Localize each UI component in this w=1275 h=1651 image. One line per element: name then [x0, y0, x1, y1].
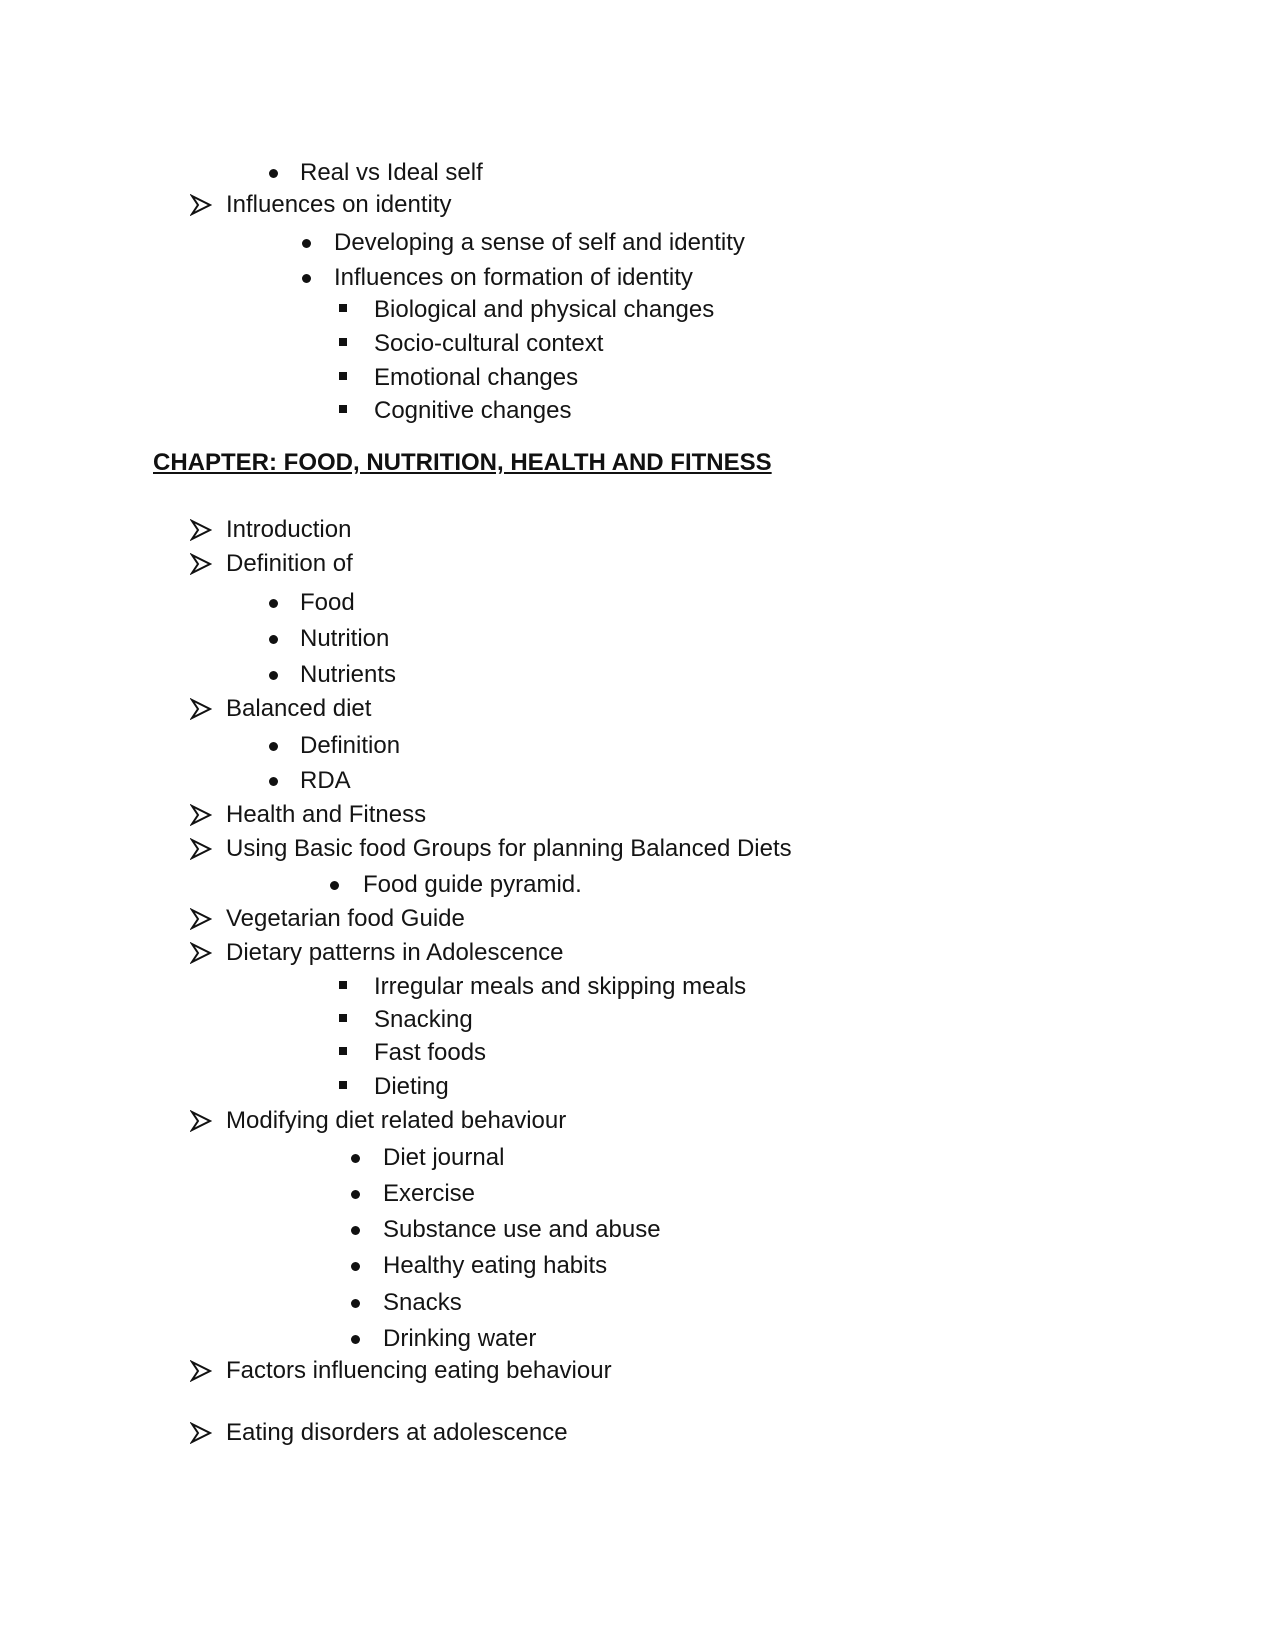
list-item: Factors influencing eating behaviour	[226, 1356, 612, 1386]
bullet-icon	[269, 777, 278, 786]
bullet-icon	[269, 671, 278, 680]
square-bullet-icon	[339, 405, 347, 413]
list-item: Nutrients	[300, 660, 396, 690]
chapter-heading: CHAPTER: FOOD, NUTRITION, HEALTH AND FITNESS	[153, 449, 772, 476]
list-item: Healthy eating habits	[383, 1251, 607, 1281]
list-item: Vegetarian food Guide	[226, 904, 465, 934]
bullet-icon	[269, 635, 278, 644]
bullet-icon	[269, 742, 278, 751]
list-item: Exercise	[383, 1179, 475, 1209]
square-bullet-icon	[339, 372, 347, 380]
list-item: Health and Fitness	[226, 800, 426, 830]
list-item: Influences on formation of identity	[334, 263, 693, 293]
arrow-bullet-icon	[190, 1110, 212, 1132]
square-bullet-icon	[339, 338, 347, 346]
arrow-bullet-icon	[190, 804, 212, 826]
list-item: Food guide pyramid.	[363, 870, 582, 900]
bullet-icon	[351, 1154, 360, 1163]
square-bullet-icon	[339, 1081, 347, 1089]
square-bullet-icon	[339, 1047, 347, 1055]
list-item: Nutrition	[300, 624, 389, 654]
list-item: Snacks	[383, 1288, 462, 1318]
list-item: Real vs Ideal self	[300, 158, 483, 188]
bullet-icon	[351, 1335, 360, 1344]
list-item: Food	[300, 588, 355, 618]
arrow-bullet-icon	[190, 698, 212, 720]
list-item: Modifying diet related behaviour	[226, 1106, 566, 1136]
list-item: Irregular meals and skipping meals	[374, 972, 746, 1002]
bullet-icon	[351, 1299, 360, 1308]
list-item: Definition of	[226, 549, 353, 579]
list-item: RDA	[300, 766, 351, 796]
arrow-bullet-icon	[190, 1422, 212, 1444]
list-item: Fast foods	[374, 1038, 486, 1068]
bullet-icon	[351, 1226, 360, 1235]
square-bullet-icon	[339, 1014, 347, 1022]
arrow-bullet-icon	[190, 553, 212, 575]
bullet-icon	[330, 881, 339, 890]
bullet-icon	[269, 599, 278, 608]
list-item: Eating disorders at adolescence	[226, 1418, 568, 1448]
list-item: Cognitive changes	[374, 396, 571, 426]
square-bullet-icon	[339, 981, 347, 989]
bullet-icon	[302, 239, 311, 248]
list-item: Dieting	[374, 1072, 449, 1102]
list-item: Dietary patterns in Adolescence	[226, 938, 564, 968]
bullet-icon	[351, 1262, 360, 1271]
square-bullet-icon	[339, 304, 347, 312]
bullet-icon	[269, 169, 278, 178]
arrow-bullet-icon	[190, 908, 212, 930]
list-item: Definition	[300, 731, 400, 761]
list-item: Balanced diet	[226, 694, 371, 724]
list-item: Diet journal	[383, 1143, 504, 1173]
arrow-bullet-icon	[190, 1360, 212, 1382]
arrow-bullet-icon	[190, 838, 212, 860]
list-item: Using Basic food Groups for planning Balanced Diets	[226, 834, 792, 864]
bullet-icon	[302, 274, 311, 283]
list-item: Substance use and abuse	[383, 1215, 661, 1245]
bullet-icon	[351, 1190, 360, 1199]
list-item: Drinking water	[383, 1324, 536, 1354]
list-item: Snacking	[374, 1005, 473, 1035]
arrow-bullet-icon	[190, 194, 212, 216]
arrow-bullet-icon	[190, 942, 212, 964]
list-item: Introduction	[226, 515, 351, 545]
list-item: Influences on identity	[226, 190, 451, 220]
list-item: Biological and physical changes	[374, 295, 714, 325]
list-item: Emotional changes	[374, 363, 578, 393]
list-item: Socio-cultural context	[374, 329, 603, 359]
list-item: Developing a sense of self and identity	[334, 228, 745, 258]
arrow-bullet-icon	[190, 519, 212, 541]
